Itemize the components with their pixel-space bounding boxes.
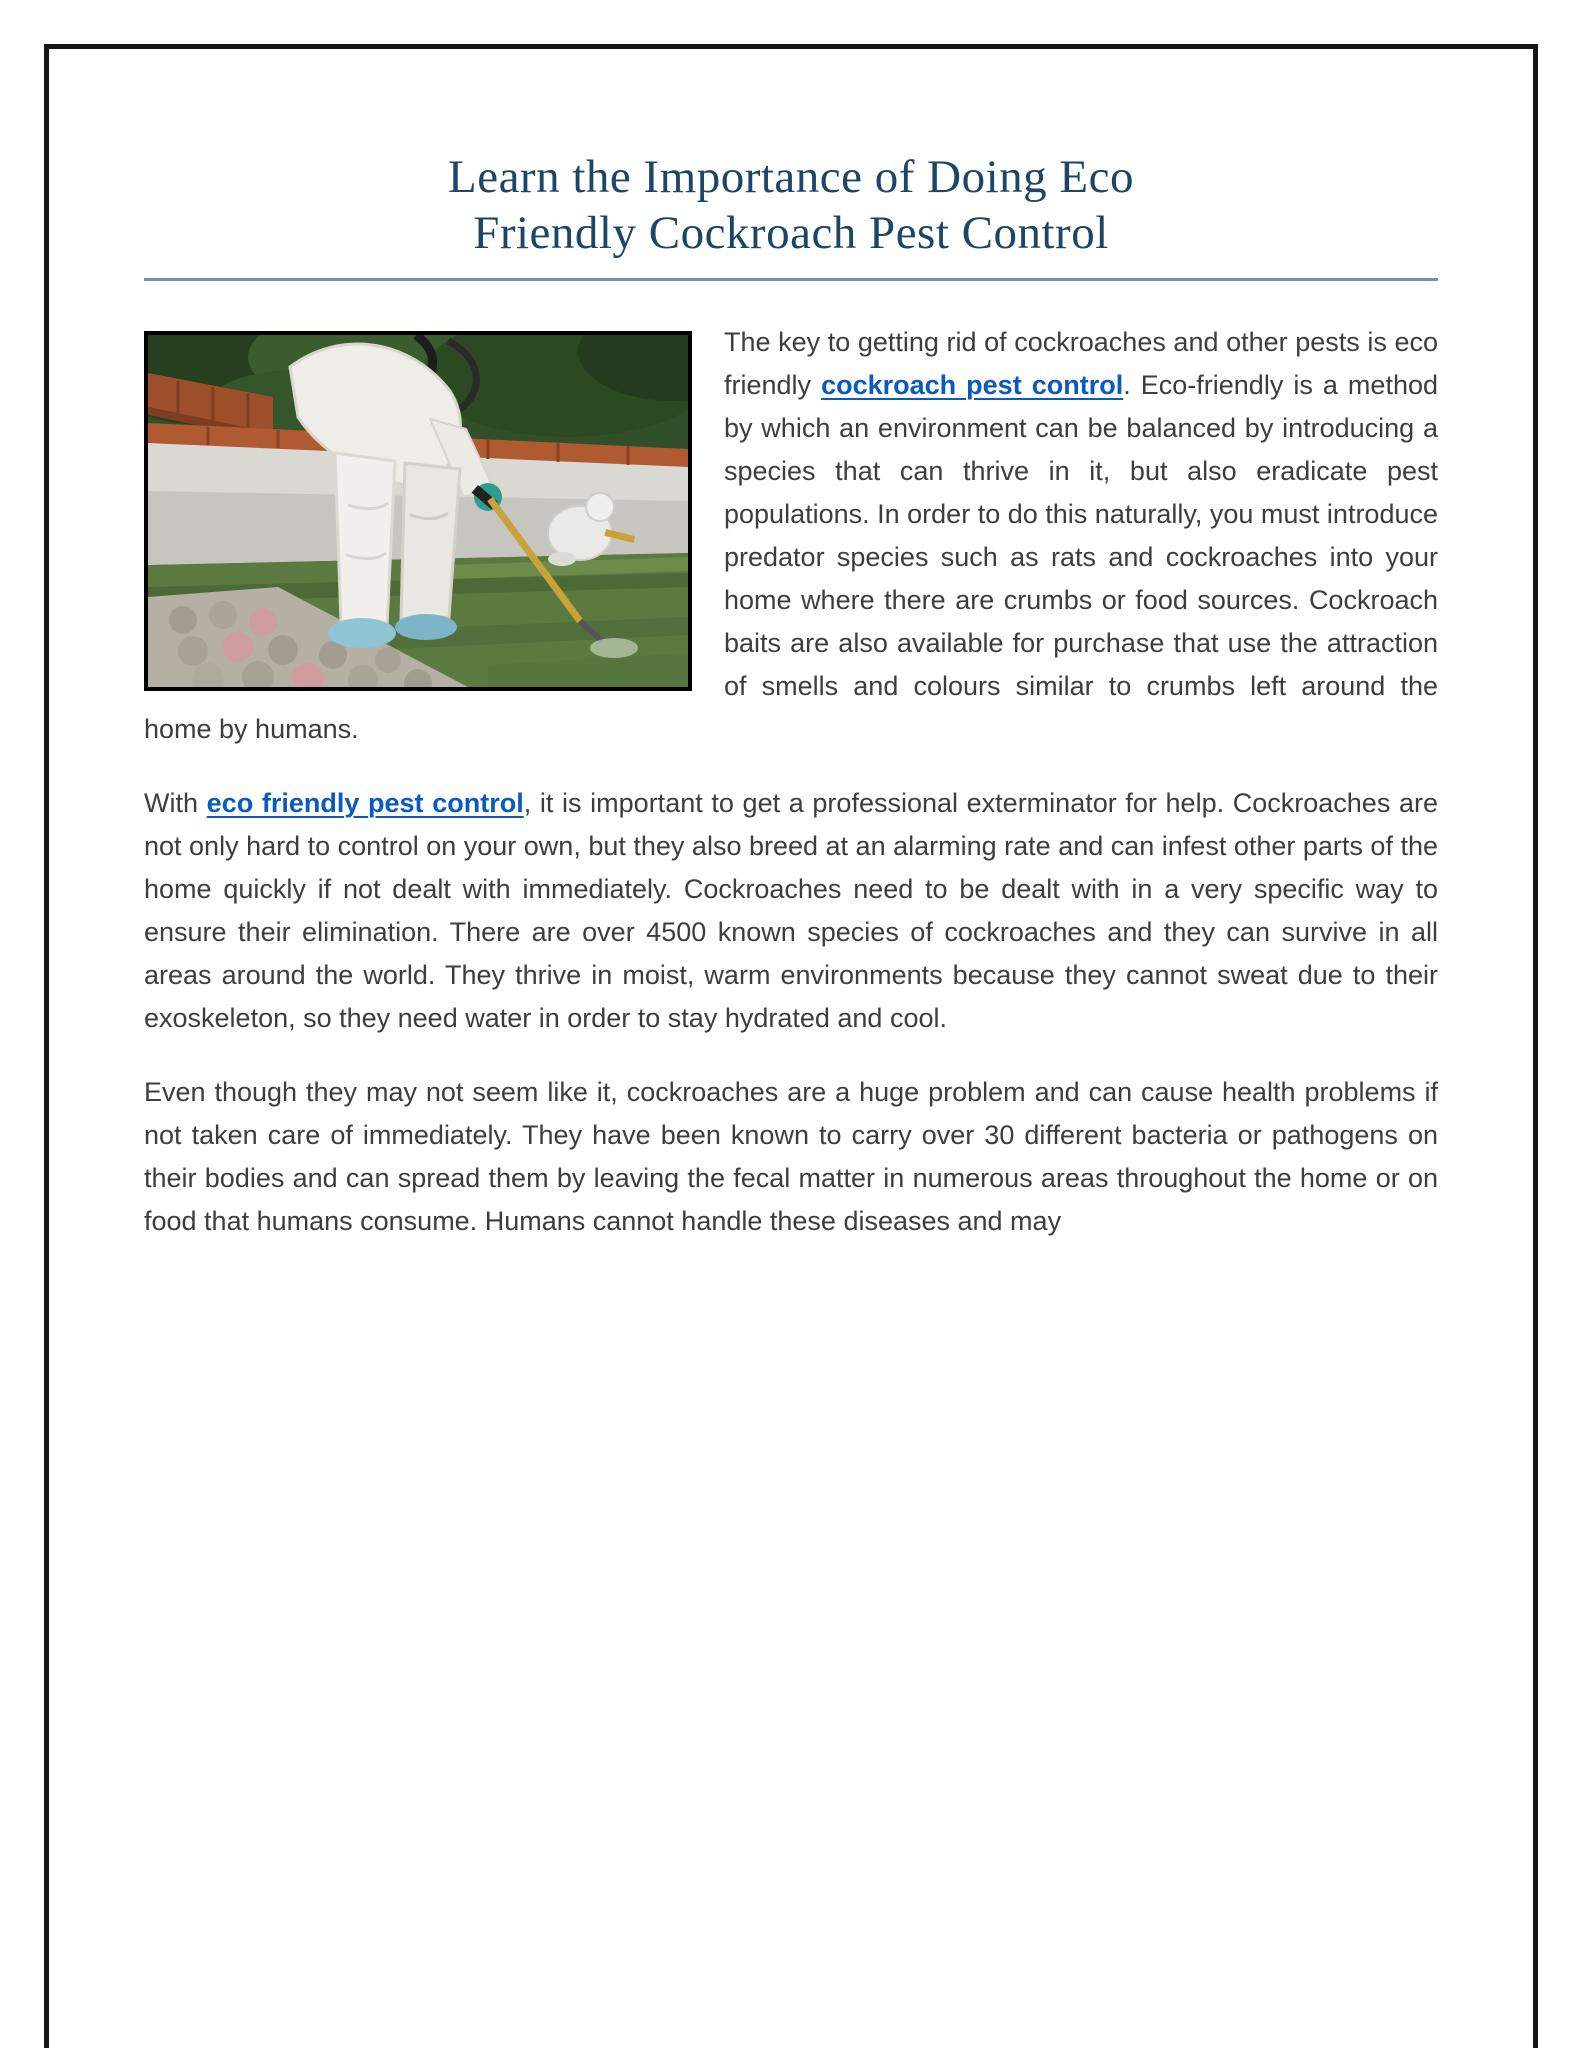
inline-link[interactable]: cockroach pest control (821, 369, 1124, 400)
paragraph-text: The key to getting rid of cockroaches and other pests is eco friendly (724, 326, 1438, 400)
paragraph-text: . Eco-friendly is a method by which an environment can be balanced by introducing a species that can thrive in it, but also eradicate pest populations. In order to do this naturally, you must introduce predator species such as rats and cockroaches into your home where there are crumbs or food sources. Cockroach baits are also available for purchase that use the attraction of smells and colours similar to crumbs left around the home by humans. (144, 369, 1438, 744)
paragraph-3 (144, 1071, 1438, 1243)
title-divider (144, 278, 1438, 281)
page-title-line1: Learn the Importance of Doing Eco (448, 151, 1134, 203)
article-photo (144, 331, 692, 691)
paragraph-text: , it is important to get a professional exterminator for help. Cockroaches are not only hard to control on your own, but they also breed at an alarming rate and can infest other parts of the home quickly if not dealt with immediately. Cockroaches need to be dealt with in a very specific way to ensure their elimination. There are over 4500 known species of cockroaches and they can survive in all areas around the world. They thrive in moist, warm environments because they cannot sweat due to their exoskeleton, so they need water in order to stay hydrated and cool. (144, 787, 1438, 1033)
paragraph-2 (144, 782, 1438, 1040)
paragraph-text: Even though they may not seem like it, cockroaches are a huge problem and can cause health problems if not taken care of immediately. They have been known to carry over 30 different bacteria or pathogens on their bodies and can spread them by leaving the fecal matter in numerous areas throughout the home or on food that humans consume. Humans cannot handle these diseases and may (144, 1076, 1438, 1236)
article-body (144, 321, 1438, 1243)
page-title (144, 149, 1438, 262)
paragraph-text: With (144, 787, 207, 818)
inline-link[interactable]: eco friendly pest control (206, 787, 524, 818)
pest-control-photo-illustration (148, 335, 688, 687)
page-title-line2: Friendly Cockroach Pest Control (473, 207, 1109, 260)
page-border-frame (44, 44, 1538, 2048)
